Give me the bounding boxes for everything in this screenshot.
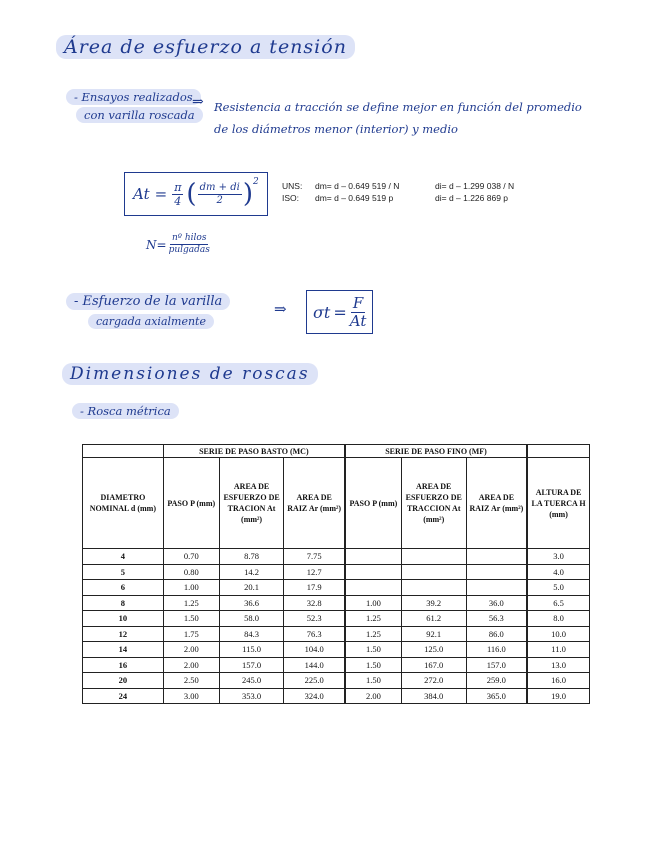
table-cell: 104.0 [284,642,345,658]
table-cell: 11.0 [527,642,589,658]
table-cell: 259.0 [466,673,527,689]
table-cell: 4.0 [527,564,589,580]
rod-label-line1: - Esfuerzo de la varilla [66,293,230,310]
table-row [83,642,590,658]
pi-denominator: 4 [174,194,182,208]
table-cell [345,564,401,580]
table-cell: 125.0 [401,642,466,658]
implies-arrow-2: ⇒ [274,300,287,318]
rod-label-line2: cargada axialmente [88,314,214,329]
table-cell: 52.3 [284,611,345,627]
threads-per-inch-formula [146,234,210,255]
force-numerator: F [352,293,364,312]
table-cell: 5 [83,564,164,580]
table-cell: 20 [83,673,164,689]
table-cell: 157.0 [466,657,527,673]
table-body [83,549,590,704]
tensile-description [214,96,634,140]
table-cell: 61.2 [401,611,466,627]
n-lhs: N= [146,237,167,252]
table-cell: 225.0 [284,673,345,689]
table-header-cell: DIAMETRO NOMINAL d (mm) [83,458,164,549]
formula-exponent: 2 [252,177,259,187]
group-empty-cell [83,445,164,458]
table-cell [345,549,401,565]
table-row [83,580,590,596]
group-fine: SERIE DE PASO FINO (MF) [345,445,527,458]
description-line2: de los diámetros menor (interior) y medio [214,122,458,136]
table-cell: 1.50 [345,657,401,673]
table-cell [401,564,466,580]
table-cell: 3.00 [163,688,219,704]
table-cell: 16 [83,657,164,673]
n-denominator: pulgadas [168,245,210,255]
table-cell: 14.2 [219,564,284,580]
table-cell: 167.0 [401,657,466,673]
table-cell [345,580,401,596]
table-row [83,611,590,627]
table-cell: 272.0 [401,673,466,689]
table-cell: 1.00 [345,595,401,611]
force-over-area [349,293,367,330]
table-cell: 144.0 [284,657,345,673]
tests-label-line2: con varilla roscada [76,107,203,123]
diameter-average [198,183,242,206]
table-cell: 36.6 [219,595,284,611]
table-cell: 92.1 [401,626,466,642]
table-row [83,549,590,565]
table-cell [466,564,527,580]
section-title-thread-dimensions [62,364,318,384]
table-header-cell: AREA DE ESFUERZO DE TRACION At (mm²) [219,458,284,549]
table-cell: 2.00 [163,642,219,658]
stress-lhs: σt [313,302,331,322]
table-cell: 1.25 [163,595,219,611]
table-cell: 8 [83,595,164,611]
table-cell: 36.0 [466,595,527,611]
section-title-tension-area [56,36,355,58]
table-cell: 353.0 [219,688,284,704]
table-header-cell: AREA DE ESFUERZO DE TRACCION At (mm²) [401,458,466,549]
iso-di: di= d – 1.226 869 p [435,193,509,203]
pi-over-four [172,182,183,207]
table-cell: 19.0 [527,688,589,704]
table-cell: 10.0 [527,626,589,642]
table-cell: 2.00 [163,657,219,673]
table-header-row [83,458,590,549]
table-row [83,673,590,689]
table-header-cell: AREA DE RAIZ Ar (mm²) [466,458,527,549]
table-row [83,688,590,704]
table-cell: 1.75 [163,626,219,642]
table-row [83,626,590,642]
table-row [83,564,590,580]
table-cell: 1.25 [345,626,401,642]
formula-lhs: At [133,185,150,203]
table-cell: 24 [83,688,164,704]
metric-thread-text: - Rosca métrica [72,403,179,419]
table-group-row [83,445,590,458]
n-fraction [169,234,210,255]
metric-thread-label [72,404,179,418]
table-cell [401,549,466,565]
open-paren: ( [186,179,197,209]
table-header-cell: AREA DE RAIZ Ar (mm²) [284,458,345,549]
table-cell: 39.2 [401,595,466,611]
table-cell: 10 [83,611,164,627]
table-cell: 32.8 [284,595,345,611]
table-cell: 2.50 [163,673,219,689]
section-title-text: Área de esfuerzo a tensión [56,35,355,59]
metric-thread-table [82,444,590,704]
table-cell: 1.50 [345,642,401,658]
table-header-cell: ALTURA DE LA TUERCA H (mm) [527,458,589,549]
table-cell: 86.0 [466,626,527,642]
table-cell: 17.9 [284,580,345,596]
uns-di: di= d – 1.299 038 / N [435,181,515,191]
table-cell: 12.7 [284,564,345,580]
tests-label-line1: - Ensayos realizados [66,89,201,105]
table-cell: 56.3 [466,611,527,627]
table-cell: 0.80 [163,564,219,580]
table-cell: 1.50 [345,673,401,689]
implies-arrow: ⇒ [192,94,204,110]
formula-equals: = [154,185,168,203]
table-cell: 6.5 [527,595,589,611]
table-cell: 245.0 [219,673,284,689]
table-cell: 3.0 [527,549,589,565]
table-cell: 12 [83,626,164,642]
pi-numerator: π [174,180,182,194]
table-cell: 115.0 [219,642,284,658]
section2-title-text: Dimensiones de roscas [62,363,318,385]
tests-label [66,88,203,124]
table-cell: 324.0 [284,688,345,704]
group-coarse: SERIE DE PASO BASTO (MC) [163,445,345,458]
description-line1: Resistencia a tracción se define mejor en función del promedio [214,100,582,114]
stress-equals: = [333,302,347,322]
table-cell: 157.0 [219,657,284,673]
iso-dm: dm= d – 0.649 519 p [315,193,394,203]
table-cell: 4 [83,549,164,565]
diameter-divisor: 2 [216,194,223,206]
uns-iso-formulas [282,180,514,204]
table-cell [401,580,466,596]
table-cell [466,580,527,596]
n-numerator: nº hilos [171,233,207,243]
table-cell: 7.75 [284,549,345,565]
table-cell: 76.3 [284,626,345,642]
table-header-cell: PASO P (mm) [163,458,219,549]
table-cell: 8.78 [219,549,284,565]
table-cell: 2.00 [345,688,401,704]
table-cell: 58.0 [219,611,284,627]
rod-stress-label [66,292,230,332]
uns-dm: dm= d – 0.649 519 / N [315,181,400,191]
table-cell [466,549,527,565]
table-cell: 8.0 [527,611,589,627]
diameter-sum: dm + di [199,181,240,193]
table-cell: 13.0 [527,657,589,673]
table-cell: 365.0 [466,688,527,704]
group-empty-cell-right [527,445,589,458]
table-cell: 6 [83,580,164,596]
area-denominator: At [349,311,367,330]
metric-thread-table-wrapper [82,444,590,704]
iso-label: ISO: [282,193,300,203]
table-row [83,657,590,673]
table-cell: 384.0 [401,688,466,704]
table-cell: 116.0 [466,642,527,658]
table-cell: 0.70 [163,549,219,565]
table-row [83,595,590,611]
table-cell: 1.50 [163,611,219,627]
uns-label: UNS: [282,181,303,191]
table-cell: 14 [83,642,164,658]
table-cell: 5.0 [527,580,589,596]
table-cell: 84.3 [219,626,284,642]
table-cell: 1.25 [345,611,401,627]
table-cell: 20.1 [219,580,284,596]
table-header-cell: PASO P (mm) [345,458,401,549]
close-paren: ) [242,179,253,209]
table-cell: 16.0 [527,673,589,689]
axial-stress-formula [306,290,373,334]
table-cell: 1.00 [163,580,219,596]
stress-area-formula [124,172,268,216]
